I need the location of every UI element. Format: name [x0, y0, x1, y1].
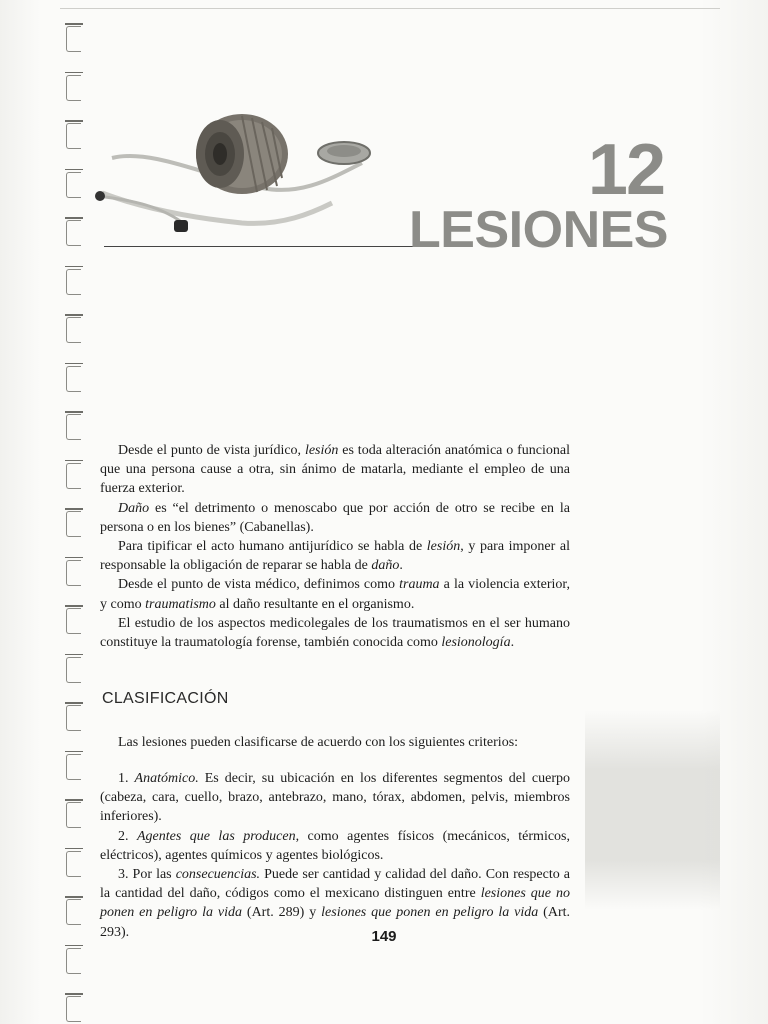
binding-mark: [66, 899, 81, 925]
binding-mark: [66, 269, 81, 295]
binding-mark: [66, 754, 81, 780]
binding-mark: [66, 26, 81, 52]
criterion-anatomico: 1. Anatómico. Es decir, su ubicación en los diferentes segmentos del cuerpo (cabeza, cara, cuello, brazo, antebrazo, mano, tórax, abdomen, pelvis, miembros inferiores).: [100, 771, 570, 825]
paragraph-dano: Daño es “el detrimento o menoscabo que por acción de otro se recibe en la persona o en los bienes” (Cabanellas).: [100, 500, 570, 535]
binding-mark: [66, 75, 81, 101]
criterion-agentes: 2. Agentes que las producen, como agentes físicos (mecánicos, térmicos, eléctricos), agentes químicos y agentes biológicos.: [100, 828, 570, 863]
paragraph-lesionologia: El estudio de los aspectos medicolegales de los traumatismos en el ser humano constituye la traumatología forense, también conocida como lesionología.: [100, 615, 570, 651]
top-edge-line: [60, 8, 720, 9]
binding-mark: [66, 511, 81, 537]
binding-mark: [66, 366, 81, 392]
scan-shade: [585, 710, 720, 910]
page-number: 149: [371, 928, 397, 945]
binding-mark: [66, 414, 81, 440]
binding-mark: [66, 851, 81, 877]
intro-text: [100, 441, 570, 652]
binding-marks: [60, 20, 86, 1024]
binding-mark: [66, 996, 81, 1022]
binding-mark: [66, 560, 81, 586]
binding-mark: [66, 123, 81, 149]
binding-mark: [66, 463, 81, 489]
chapter-title: LESIONES: [409, 201, 668, 259]
binding-mark: [66, 608, 81, 634]
binding-mark: [66, 705, 81, 731]
header-rule: [104, 246, 424, 247]
binding-mark: [66, 657, 81, 683]
stethoscope-with-bandage-icon: [92, 108, 392, 238]
binding-mark: [66, 948, 81, 974]
criteria-list: [100, 769, 570, 942]
chapter-number: 12: [587, 130, 664, 210]
binding-mark: [66, 317, 81, 343]
binding-mark: [66, 220, 81, 246]
paragraph-tipificar: Para tipificar el acto humano antijurídico se habla de lesión, y para imponer al responsable la obligación de reparar se habla de daño.: [100, 539, 570, 574]
paragraph-lesion: Desde el punto de vista jurídico, lesión es toda alteración anatómica o funcional que una persona cause a otra, sin ánimo de matarla, mediante el empleo de una fuerza exterior.: [100, 443, 570, 497]
section-title: CLASIFICACIÓN: [102, 690, 229, 707]
binding-mark: [66, 802, 81, 828]
criterion-consecuencias: 3. Por las consecuencias. Puede ser cantidad y calidad del daño. Con respecto a la cantidad del daño, códigos como el mexicano distinguen entre lesiones que no ponen en peligro la vida (Art. 289) y lesiones que ponen en peligro la vida (Art. 293).: [100, 867, 571, 940]
criteria-intro: Las lesiones pueden clasificarse de acuerdo con los siguientes criterios:: [118, 735, 519, 750]
paragraph-trauma: Desde el punto de vista médico, definimos como trauma a la violencia exterior, y como traumatismo al daño resultante en el organismo.: [100, 577, 570, 612]
binding-mark: [66, 172, 81, 198]
